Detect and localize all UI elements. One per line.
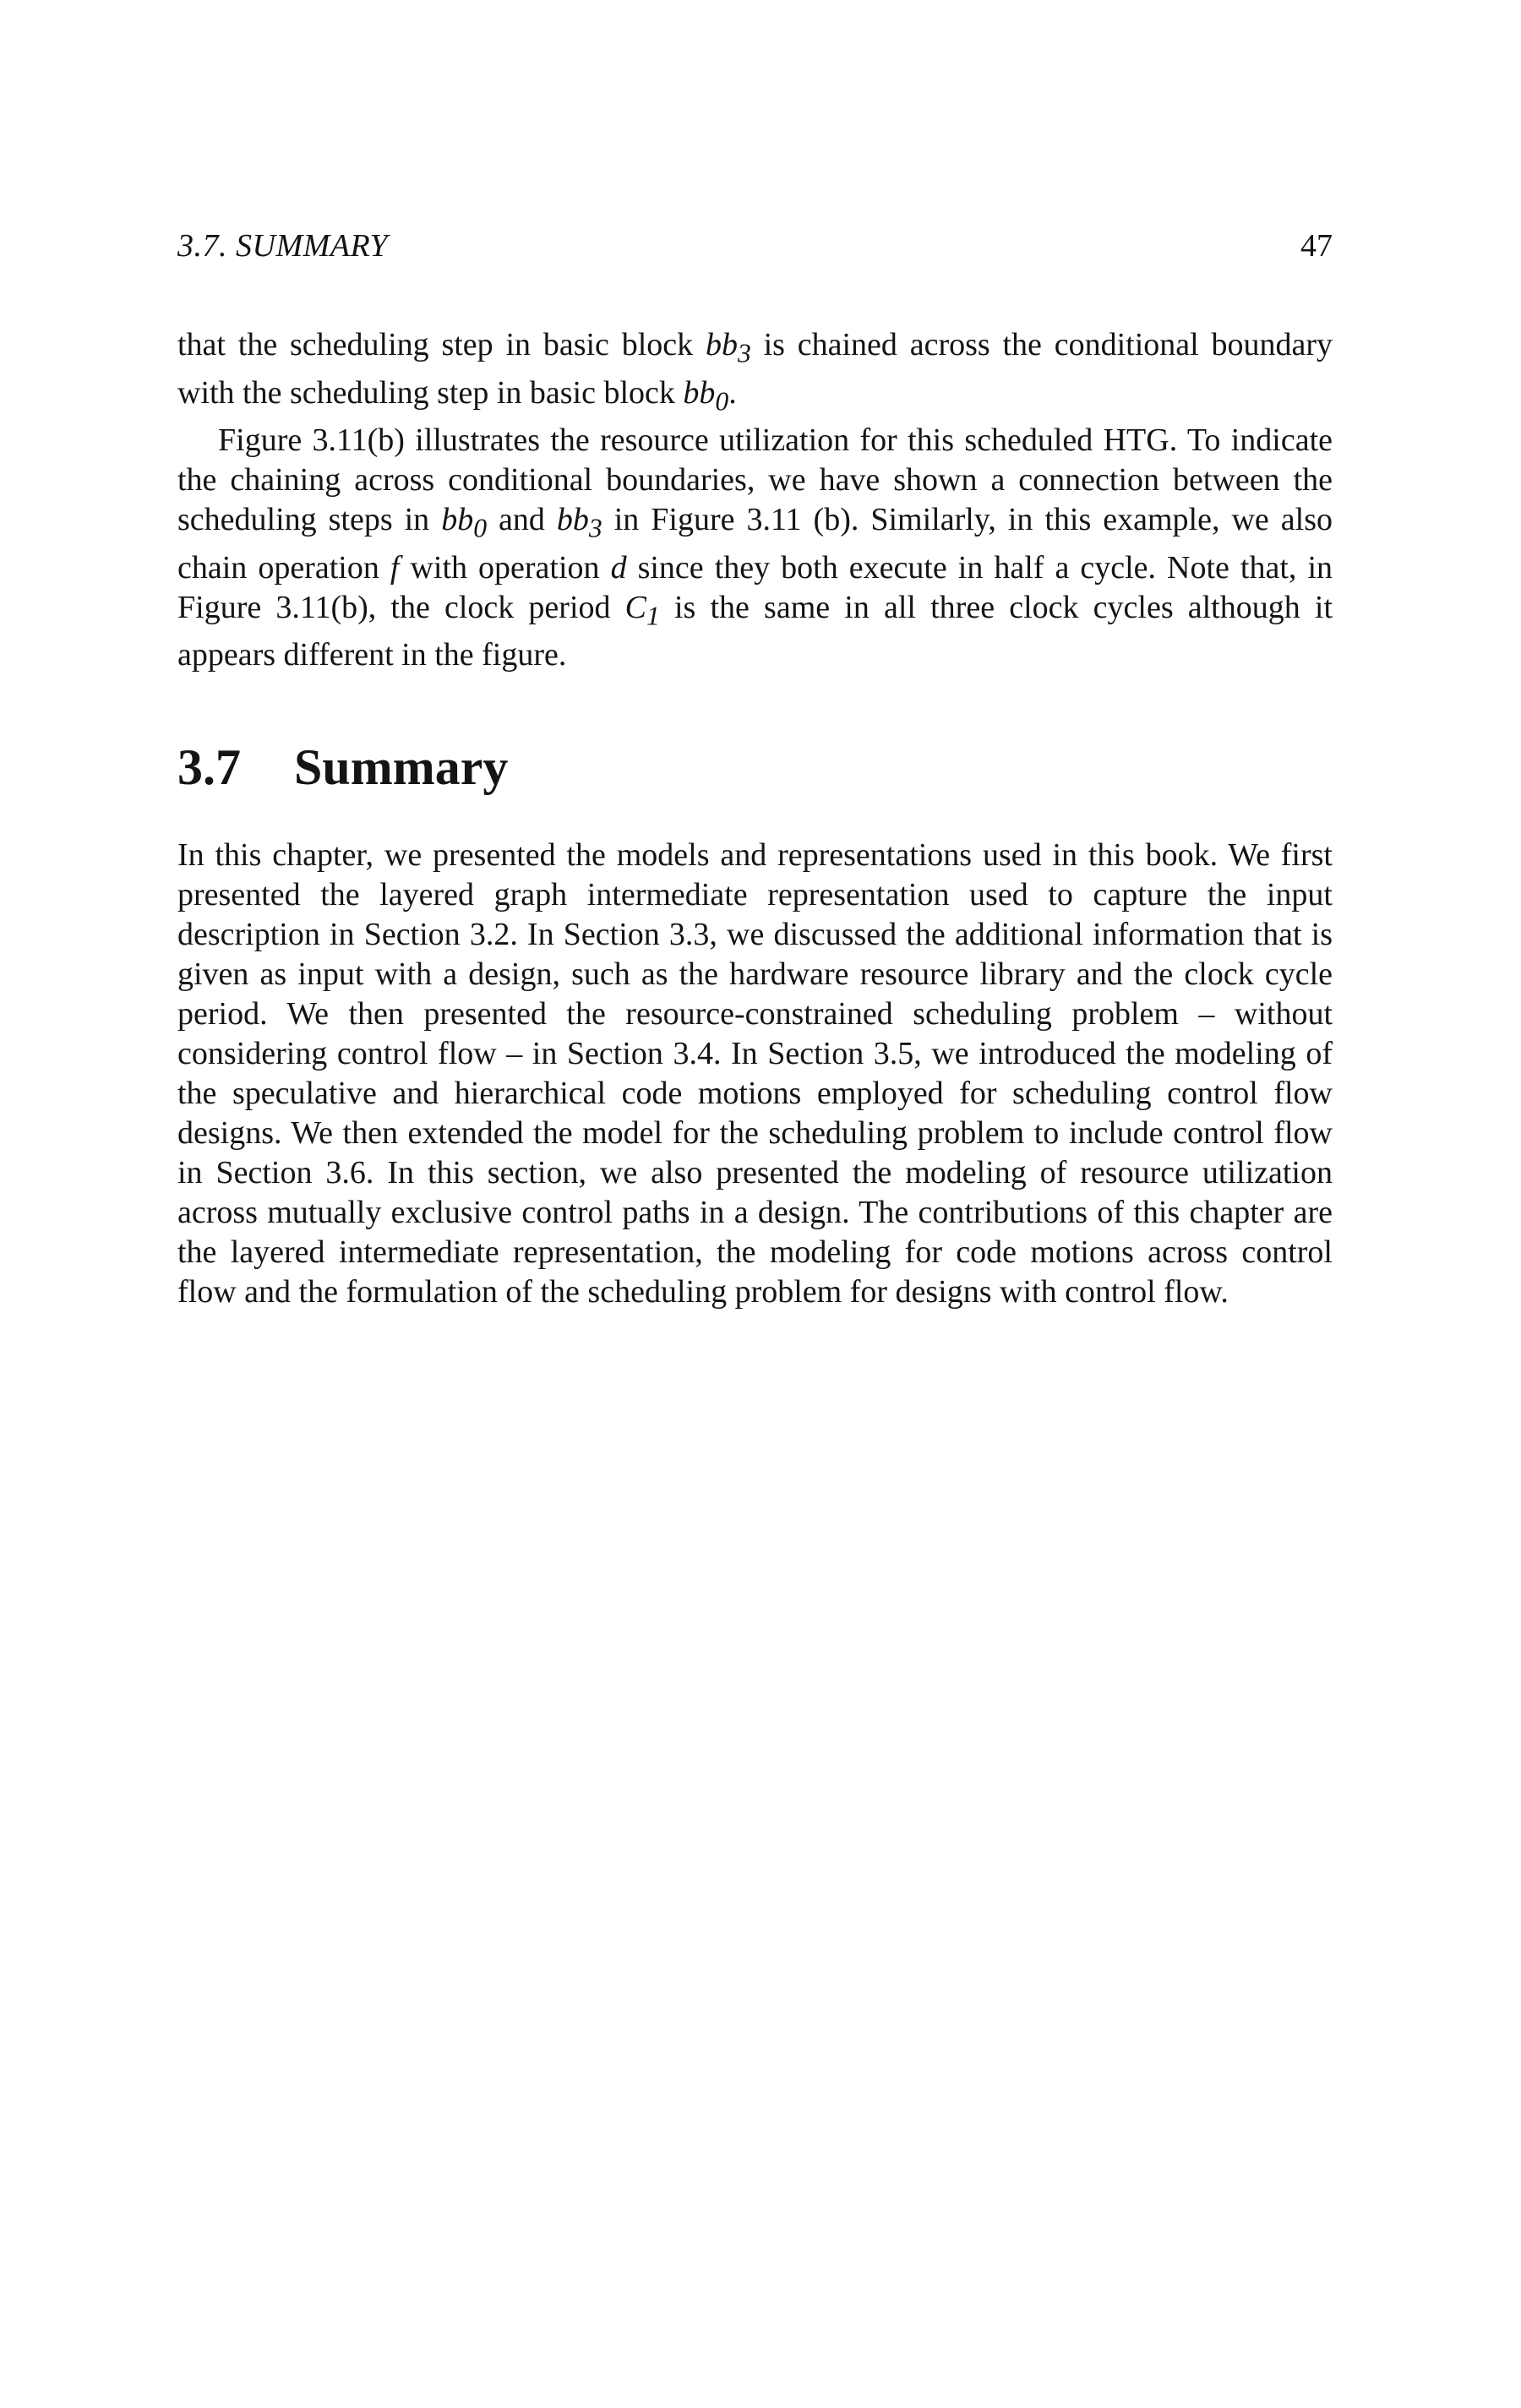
math-bb3: $bb_3$ <box>556 502 602 543</box>
section-number: 3.7 <box>177 739 241 796</box>
page-number: 47 <box>1300 228 1333 264</box>
math-bb0: $bb_0$ <box>683 374 729 417</box>
summary-paragraph: In this chapter, we presented the models and representations used in this book. We first presented the layered graph intermediate representation used to capture the input description in Section 3.2. In Section 3.3, we discussed the additional information that is given as input with a design, such as the hardware resource library and the clock cycle period. We then presented the resource-constrained scheduling problem – without considering control flow – in Section 3.4. In Section 3.5, we introduced the modeling of the speculative and hierarchical code motions employed for scheduling control flow designs. We then extended the model for the scheduling problem to include control flow in Section 3.6. In this section, we also presented the modeling of resource utilization across mutually exclusive control paths in a design. The contributions of this chapter are the layered intermediate representation, the modeling for code motions across control flow and the formulation of the scheduling problem for designs with control flow. <box>177 837 1333 1310</box>
page-body <box>177 325 1333 1312</box>
math-bb0: $bb_0$ <box>441 502 488 543</box>
math-c1: $C_1$ <box>624 589 660 631</box>
section-heading <box>177 738 1333 797</box>
math-d: d <box>610 549 627 586</box>
section-title: Summary <box>294 739 509 796</box>
running-head-title: 3.7. SUMMARY <box>177 228 389 264</box>
math-f: f <box>390 549 400 586</box>
paragraph-figure-discussion: Figure 3.11(b) illustrates the resource utilization for this scheduled HTG. To indicate the chaining across conditional boundaries, we have shown a connection between the scheduling steps in $bb_0$ and $bb_3$ in Figure 3.11 (b). Similarly, in this example, we also chain operation f with operation d since they both execute in half a cycle. Note that, in Figure 3.11(b), the clock period $C_1$ is the same in all three clock cycles although it appears different in the figure. <box>177 422 1333 673</box>
math-bb3: $bb_3$ <box>705 327 751 368</box>
running-head <box>177 226 1333 265</box>
paragraph-continuation: that the scheduling step in basic block $bb_3$ is chained across the conditional boundary with the scheduling step in basic block $bb_0$. <box>177 327 1333 417</box>
